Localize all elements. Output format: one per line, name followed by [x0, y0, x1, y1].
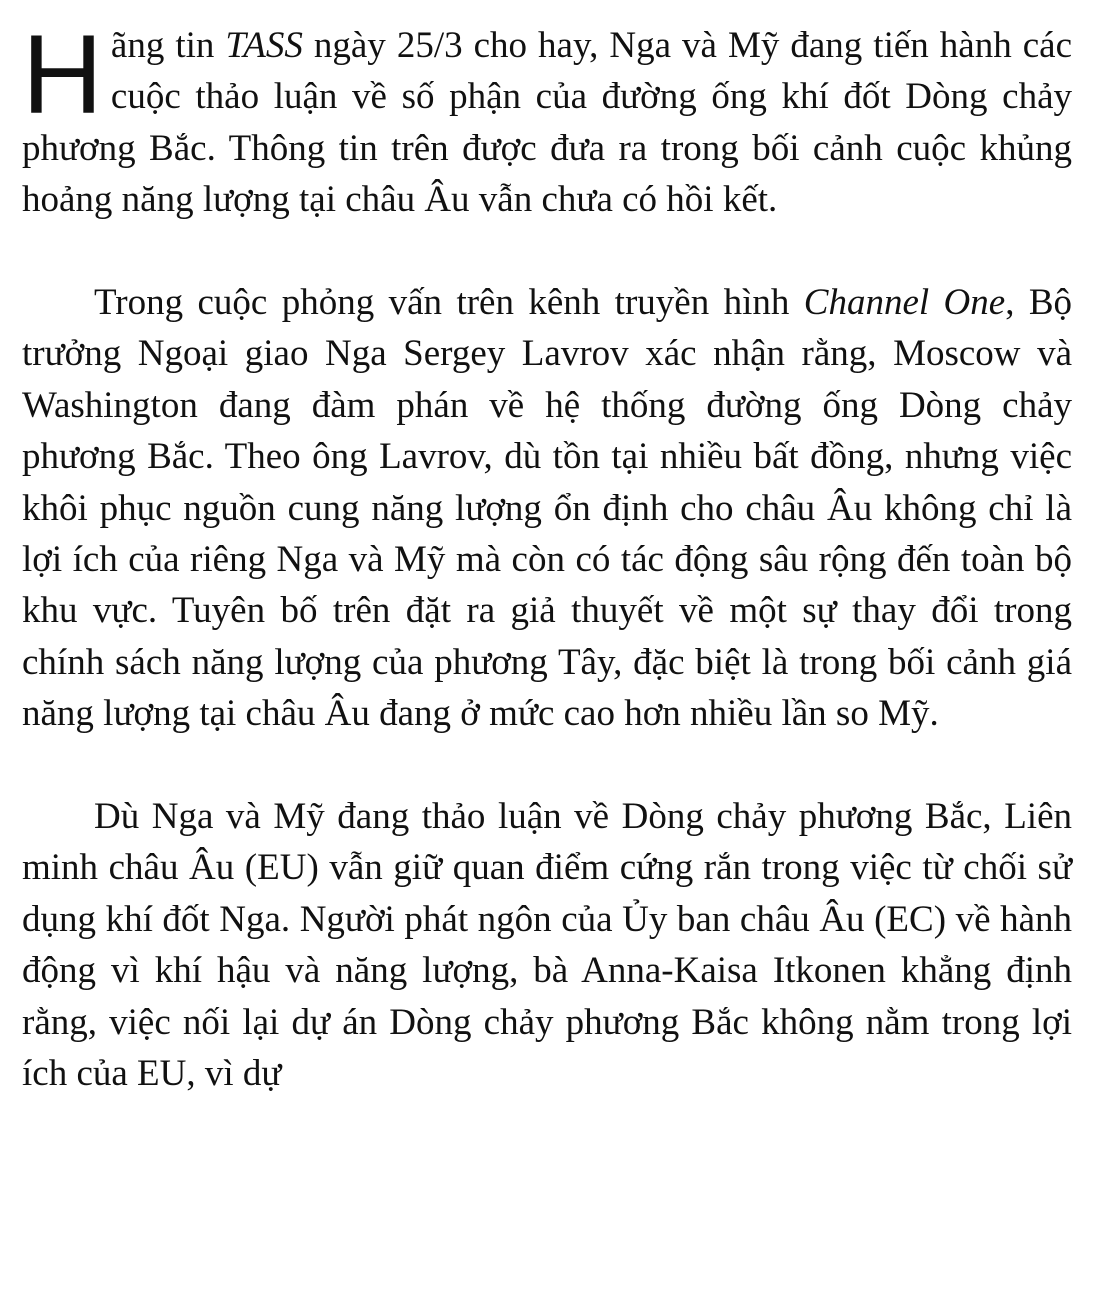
paragraph-2 — [22, 277, 1072, 740]
news-agency-name: TASS — [225, 25, 303, 66]
paragraph-2-body: , Bộ trưởng Ngoại giao Nga Sergey Lavrov xác nhận rằng, Moscow và Washington đang đàm phán về hệ thống đường ống Dòng chảy phương Bắc. Theo ông Lavrov, dù tồn tại nhiều bất đồng, nhưng việc khôi phục nguồn cung năng lượng ổn định cho châu Âu không chỉ là lợi ích của riêng Nga và Mỹ mà còn có tác động sâu rộng đến toàn bộ khu vực. Tuyên bố trên đặt ra giả thuyết về một sự thay đổi trong chính sách năng lượng của phương Tây, đặc biệt là trong bối cảnh giá năng lượng tại châu Âu đang ở mức cao hơn nhiều lần so Mỹ. — [22, 282, 1073, 735]
paragraph-3-body: Dù Nga và Mỹ đang thảo luận về Dòng chảy phương Bắc, Liên minh châu Âu (EU) vẫn giữ quan điểm cứng rắn trong việc từ chối sử dụng khí đốt Nga. Người phát ngôn của Ủy ban châu Âu (EC) về hành động vì khí hậu và năng lượng, bà Anna-Kaisa Itkonen khẳng định rằng, việc nối lại dự án Dòng chảy phương Bắc không nằm trong lợi ích của EU, vì dự — [22, 796, 1072, 1095]
paragraph-3 — [22, 791, 1072, 1099]
tv-channel-name: Channel One — [803, 282, 1006, 324]
paragraph-2-lead: Trong cuộc phỏng vấn trên kênh truyền hình — [94, 282, 804, 324]
paragraph-1 — [22, 12, 1073, 226]
paragraph-1-lead: ãng tin — [110, 25, 226, 66]
paragraph-1-body: ngày 25/3 cho hay, Nga và Mỹ đang tiến hành các cuộc thảo luận về số phận của đường ống khí đốt Dòng chảy phương Bắc. Thông tin trên được đưa ra trong bối cảnh cuộc khủng hoảng năng lượng tại châu Âu vẫn chưa có hồi kết. — [22, 25, 1073, 221]
drop-cap-letter: H — [22, 12, 103, 137]
article-page — [22, 12, 1073, 1100]
